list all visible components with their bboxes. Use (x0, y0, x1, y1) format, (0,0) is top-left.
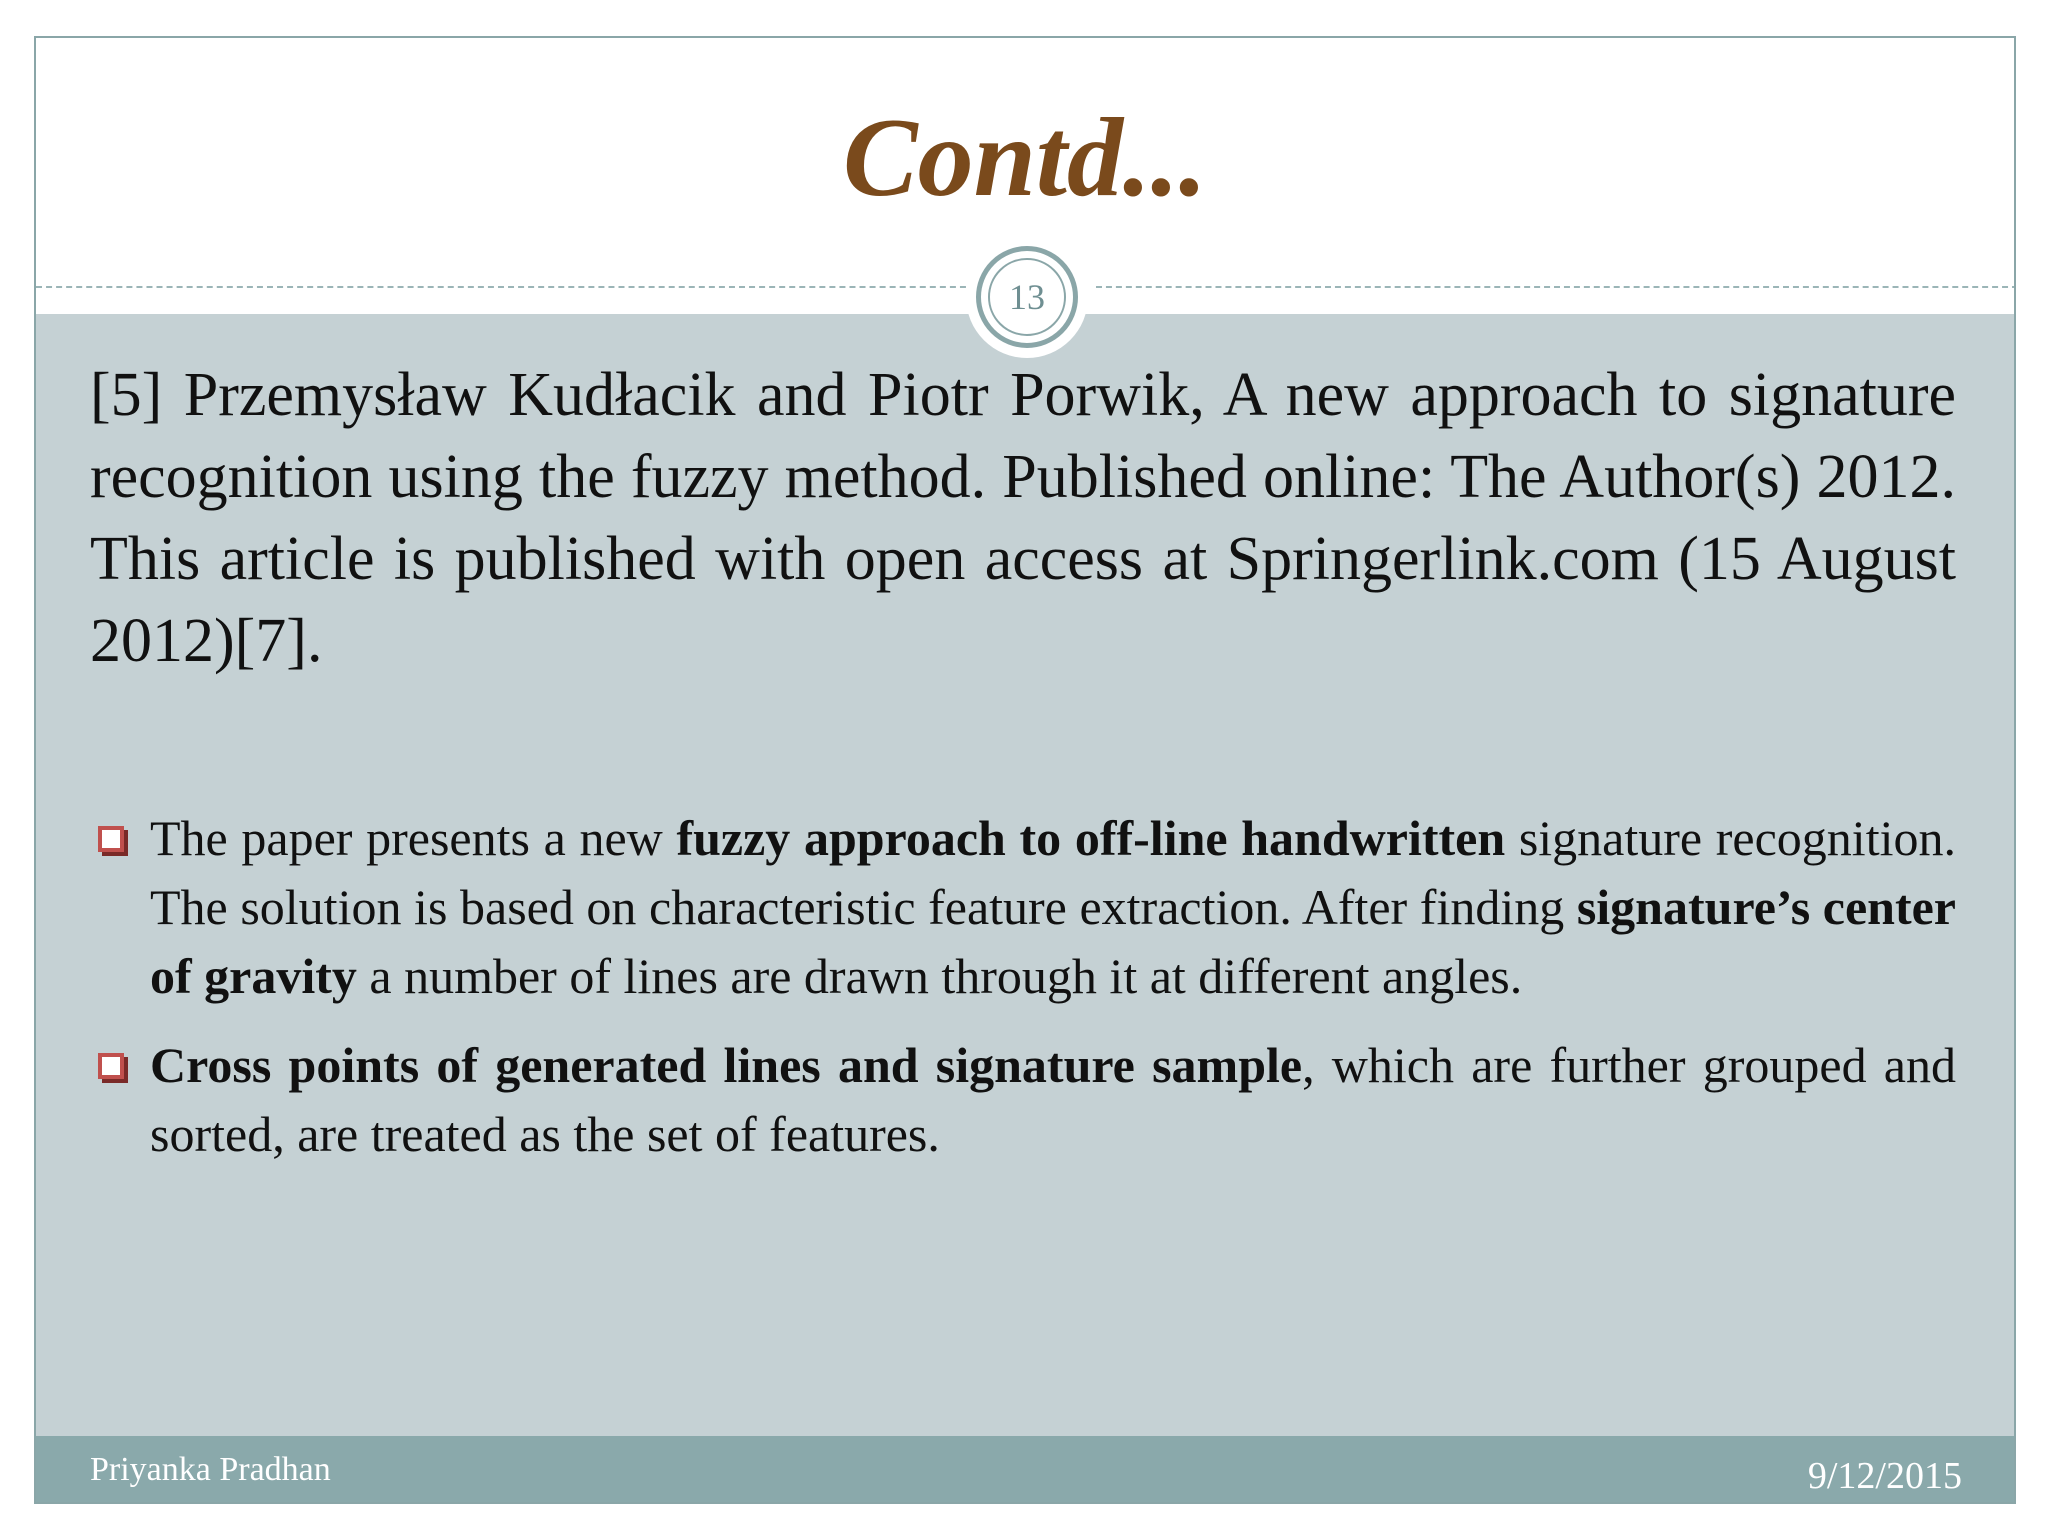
bullet-text-1-bold-1: fuzzy approach to off-line handwritten (676, 810, 1506, 866)
bullet-text-2-bold-1: Cross points of generated lines and signature sample (150, 1037, 1303, 1093)
bullet-text-1-part-2: signature recognition. The solution is based on characteristic feature extraction. After finding (150, 810, 1956, 935)
bullet-text-1-part-3: a number of lines are drawn through it at different angles. (356, 948, 1523, 1004)
bullet-text-1-part-1: The paper presents a new (150, 810, 677, 866)
page-number: 13 (988, 258, 1066, 336)
bullet-text-1-bold-2: signature’s center of gravity (150, 879, 1956, 1004)
slide-footer (36, 1436, 2014, 1502)
bullet-text-2-part-1: , which are further grouped and sorted, are treated as the set of features. (150, 1037, 1956, 1162)
bullet-list (90, 804, 1956, 1189)
footer-author: Priyanka Pradhan (90, 1451, 331, 1488)
page-number-badge (976, 246, 1078, 348)
reference-text: [5] Przemysław Kudłacik and Piotr Porwik, A new approach to signature recognition using the fuzzy method. Published online: The Author(s) 2012. This article is published with open access at Springerlink.com (15 August 2012)[7]. (90, 361, 1956, 675)
square-bullet-icon (98, 1053, 124, 1079)
header-divider-right (1096, 286, 2016, 288)
slide-title: Contd... (842, 96, 1208, 220)
bullet-item (90, 1031, 1956, 1169)
header-divider-left (36, 286, 976, 288)
square-bullet-icon (98, 826, 124, 852)
bullet-item (90, 804, 1956, 1011)
slide (34, 36, 2016, 1504)
footer-date: 9/12/2015 (1807, 1455, 1962, 1497)
